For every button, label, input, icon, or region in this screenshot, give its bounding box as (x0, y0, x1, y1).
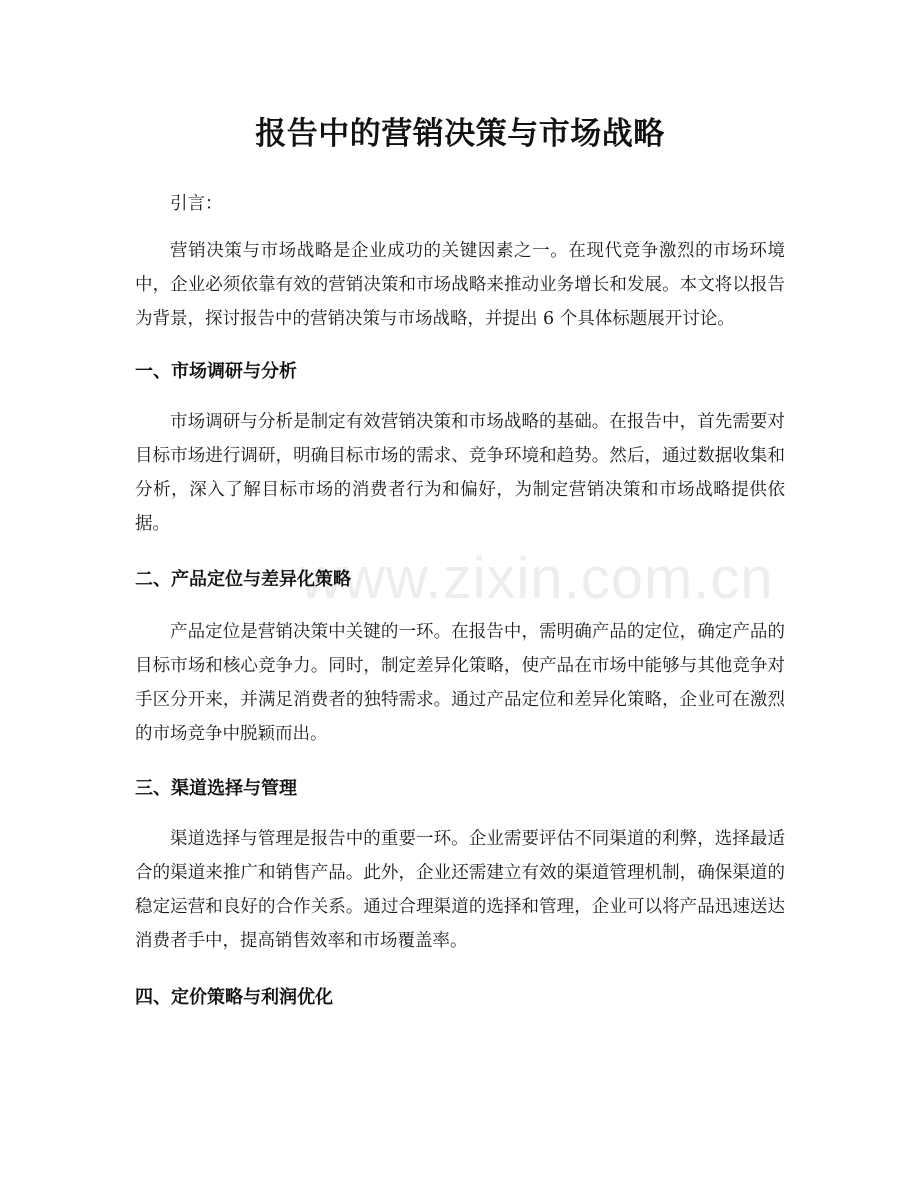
section-heading-2: 二、产品定位与差异化策略 (135, 569, 351, 590)
section-heading-1: 一、市场调研与分析 (135, 361, 297, 382)
intro-paragraph: 营销决策与市场战略是企业成功的关键因素之一。在现代竞争激烈的市场环境中，企业必须依靠有效的营销决策和市场战略来推动业务增长和发展。本文将以报告为背景，探讨报告中的营销决策与市场战略，并提出 6 个具体标题展开讨论。 (135, 241, 785, 329)
section-paragraph-2: 产品定位是营销决策中关键的一环。在报告中，需明确产品的定位，确定产品的目标市场和核心竞争力。同时，制定差异化策略，使产品在市场中能够与其他竞争对手区分开来，并满足消费者的独特需求。通过产品定位和差异化策略，企业可在激烈的市场竞争中脱颖而出。 (135, 622, 785, 744)
section-paragraph-1: 市场调研与分析是制定有效营销决策和市场战略的基础。在报告中，首先需要对目标市场进行调研，明确目标市场的需求、竞争环境和趋势。然后，通过数据收集和分析，深入了解目标市场的消费者行为和偏好，为制定营销决策和市场战略提供依据。 (135, 412, 785, 534)
section-paragraph-3: 渠道选择与管理是报告中的重要一环。企业需要评估不同渠道的利弊，选择最适合的渠道来推广和销售产品。此外，企业还需建立有效的渠道管理机制，确保渠道的稳定运营和良好的合作关系。通过合理渠道的选择和管理，企业可以将产品迅速送达消费者手中，提高销售效率和市场覆盖率。 (135, 829, 785, 951)
document-title: 报告中的营销决策与市场战略 (255, 116, 665, 152)
watermark: www.zixin.com.cn (300, 546, 774, 611)
section-heading-4: 四、定价策略与利润优化 (135, 987, 333, 1008)
section-heading-3: 三、渠道选择与管理 (135, 778, 297, 799)
intro-label: 引言： (170, 194, 223, 214)
